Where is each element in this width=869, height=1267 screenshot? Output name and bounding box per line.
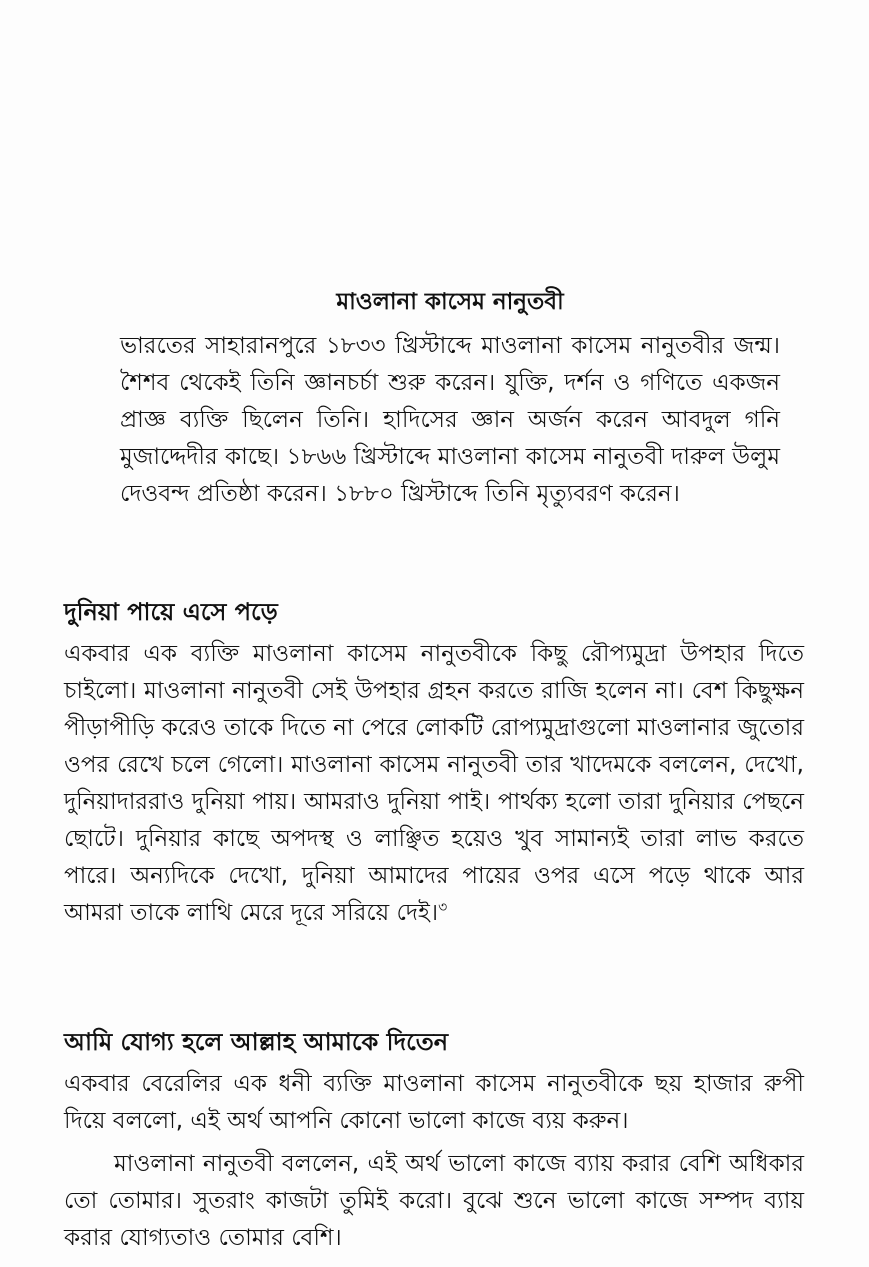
section-paragraph-1 bbox=[64, 636, 804, 932]
biography-title: মাওলানা কাসেম নানুতবী bbox=[336, 289, 564, 315]
section-heading-2: আমি যোগ্য হলে আল্লাহ আমাকে দিতেন bbox=[64, 1028, 449, 1056]
footnote-marker: ৩ bbox=[438, 899, 448, 916]
section-1-text: একবার এক ব্যক্তি মাওলানা কাসেম নানুতবীকে কিছু রৌপ্যমুদ্রা উপহার দিতে চাইলো। মাওলানা নানুতবী সেই উপহার গ্রহন করতে রাজি হলেন না। বেশ কিছুক্ষন পীড়াপীড়ি করেও তাকে দিতে না পেরে লোকটি রোপ্যমুদ্রাগুলো মাওলানার জুতোর ওপর রেখে চলে গেলো। মাওলানা কাসেম নানুতবী তার খাদেমকে বললেন, দেখো, দুনিয়াদাররাও দুনিয়া পায়। আমরাও দুনিয়া পাই। পার্থক্য হলো তারা দুনিয়ার পেছনে ছোটে। দুনিয়ার কাছে অপদস্থ ও লাঞ্ছিত হয়েও খুব সামান্যই তারা লাভ করতে পারে। অন্যদিকে দেখো, দুনিয়া আমাদের পায়ের ওপর এসে পড়ে থাকে আর আমরা তাকে লাথি মেরে দূরে সরিয়ে দেই। bbox=[64, 641, 804, 926]
biography-text: ভারতের সাহারানপুরে ১৮৩৩ খ্রিস্টাব্দে মাওলানা কাসেম নানুতবীর জন্ম। শৈশব থেকেই তিনি জ্ঞানচর্চা শুরু করেন। যুক্তি, দর্শন ও গণিতে একজন প্রাজ্ঞ ব্যক্তি ছিলেন তিনি। হাদিসের জ্ঞান অর্জন করেন আবদুল গনি মুজাদ্দেদীর কাছে। ১৮৬৬ খ্রিস্টাব্দে মাওলানা কাসেম নানুতবী দারুল উলুম দেওবন্দ প্রতিষ্ঠা করেন। ১৮৮০ খ্রিস্টাব্দে তিনি মৃত্যুবরণ করেন। bbox=[120, 333, 780, 507]
section-2-paragraph-2: মাওলানা নানুতবী বললেন, এই অর্থ ভালো কাজে ব্যায় করার বেশি অধিকার তো তোমার। সুতরাং কাজটা তুমিই করো। বুঝে শুনে ভালো কাজে সম্পদ ব্যায় করার যোগ্যতাও তোমার বেশি। bbox=[64, 1151, 804, 1251]
story-section-2 bbox=[64, 1022, 804, 1257]
story-section-1 bbox=[64, 592, 804, 932]
section-2-paragraph-1: একবার বেরেলির এক ধনী ব্যক্তি মাওলানা কাসেম নানুতবীকে ছয় হাজার রুপী দিয়ে বললো, এই অর্থ আপনি কোনো ভালো কাজে ব্যয় করুন। bbox=[64, 1071, 804, 1134]
biography-box bbox=[120, 282, 780, 513]
section-heading-1: দুনিয়া পায়ে এসে পড়ে bbox=[64, 598, 278, 626]
